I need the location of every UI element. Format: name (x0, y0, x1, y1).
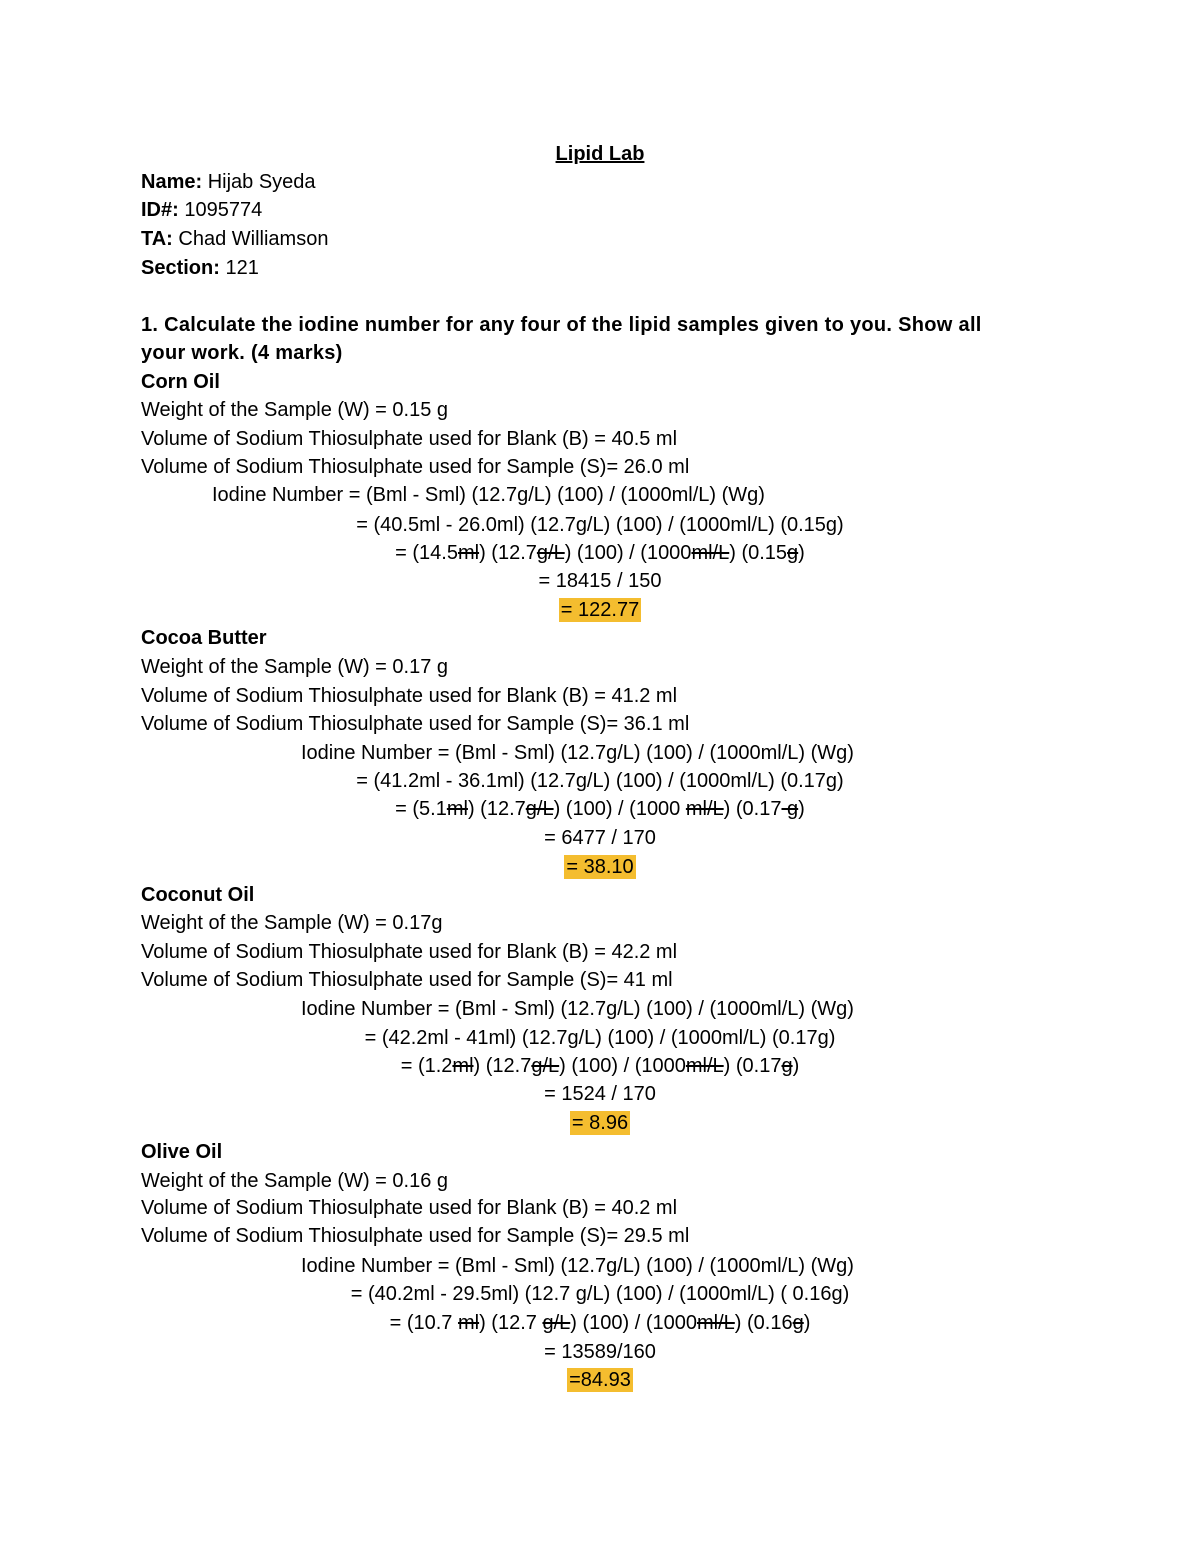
result-line (0, 855, 1200, 879)
sample-sample-volume: Volume of Sodium Thiosulphate used for Sample (S)= 26.0 ml (141, 456, 690, 478)
sample-blank-volume: Volume of Sodium Thiosulphate used for Blank (B) = 40.2 ml (141, 1197, 678, 1219)
formula-division: = 6477 / 170 (544, 827, 656, 849)
question-line-1: 1. Calculate the iodine number for any four of the lipid samples given to you. Show all (141, 314, 982, 336)
ta-label: TA: (141, 228, 173, 250)
iodine-formula: Iodine Number = (Bml - Sml) (12.7g/L) (100) / (1000ml/L) (Wg) (301, 1255, 854, 1277)
result-line (0, 598, 1200, 622)
sample-sample-volume: Volume of Sodium Thiosulphate used for Sample (S)= 36.1 ml (141, 713, 690, 735)
sample-sample-volume: Volume of Sodium Thiosulphate used for Sample (S)= 41 ml (141, 969, 673, 991)
formula-division: = 1524 / 170 (544, 1083, 656, 1105)
iodine-formula: Iodine Number = (Bml - Sml) (12.7g/L) (100) / (1000ml/L) (Wg) (301, 998, 854, 1020)
formula-cancel-units: = (1.2ml) (12.7g/L) (100) / (1000ml/L) (0.17g) (400, 1055, 800, 1077)
highlighted-result: =84.93 (569, 1369, 631, 1391)
formula-substitution: = (40.5ml - 26.0ml) (12.7g/L) (100) / (1000ml/L) (0.15g) (356, 514, 844, 536)
name-value: Hijab Syeda (202, 171, 316, 193)
highlighted-result: = 38.10 (566, 856, 634, 878)
sample-weight: Weight of the Sample (W) = 0.16 g (141, 1170, 449, 1192)
sample-blank-volume: Volume of Sodium Thiosulphate used for Blank (B) = 41.2 ml (141, 685, 678, 707)
iodine-formula: Iodine Number = (Bml - Sml) (12.7g/L) (100) / (1000ml/L) (Wg) (212, 484, 765, 506)
sample-weight: Weight of the Sample (W) = 0.17 g (141, 656, 449, 678)
section-value: 121 (219, 257, 259, 279)
sample-weight: Weight of the Sample (W) = 0.17g (141, 912, 443, 934)
sample-weight: Weight of the Sample (W) = 0.15 g (141, 399, 449, 421)
sample-blank-volume: Volume of Sodium Thiosulphate used for Blank (B) = 40.5 ml (141, 428, 678, 450)
question-line-2: your work. (4 marks) (141, 342, 343, 364)
ta-value: Chad Williamson (172, 228, 329, 250)
formula-division: = 18415 / 150 (538, 570, 662, 592)
ta-line (141, 227, 328, 251)
name-line (141, 170, 316, 194)
formula-substitution: = (41.2ml - 36.1ml) (12.7g/L) (100) / (1000ml/L) (0.17g) (356, 770, 844, 792)
id-line (141, 198, 262, 222)
id-value: 1095774 (178, 199, 263, 221)
formula-cancel-units: = (10.7 ml) (12.7 g/L) (100) / (1000ml/L) (0.16g) (389, 1312, 811, 1334)
sample-heading: Olive Oil (141, 1141, 223, 1163)
result-line (0, 1111, 1200, 1135)
formula-division: = 13589/160 (544, 1341, 656, 1363)
section-line (141, 256, 259, 280)
formula-cancel-units: = (14.5ml) (12.7g/L) (100) / (1000ml/L) (0.15g) (395, 542, 805, 564)
sample-sample-volume: Volume of Sodium Thiosulphate used for Sample (S)= 29.5 ml (141, 1225, 690, 1247)
sample-heading: Coconut Oil (141, 884, 255, 906)
id-label: ID#: (141, 199, 179, 221)
iodine-formula: Iodine Number = (Bml - Sml) (12.7g/L) (100) / (1000ml/L) (Wg) (301, 742, 854, 764)
section-label: Section: (141, 257, 220, 279)
formula-cancel-units: = (5.1ml) (12.7g/L) (100) / (1000 ml/L) (0.17 g) (395, 798, 805, 820)
highlighted-result: = 8.96 (571, 1112, 629, 1134)
formula-substitution: = (40.2ml - 29.5ml) (12.7 g/L) (100) / (1000ml/L) ( 0.16g) (350, 1283, 850, 1305)
highlighted-result: = 122.77 (560, 599, 640, 621)
result-line (0, 1368, 1200, 1392)
sample-blank-volume: Volume of Sodium Thiosulphate used for Blank (B) = 42.2 ml (141, 941, 678, 963)
name-label: Name: (141, 171, 203, 193)
formula-substitution: = (42.2ml - 41ml) (12.7g/L) (100) / (1000ml/L) (0.17g) (364, 1027, 836, 1049)
sample-heading: Corn Oil (141, 371, 220, 393)
document-title: Lipid Lab (555, 143, 645, 165)
sample-heading: Cocoa Butter (141, 627, 267, 649)
